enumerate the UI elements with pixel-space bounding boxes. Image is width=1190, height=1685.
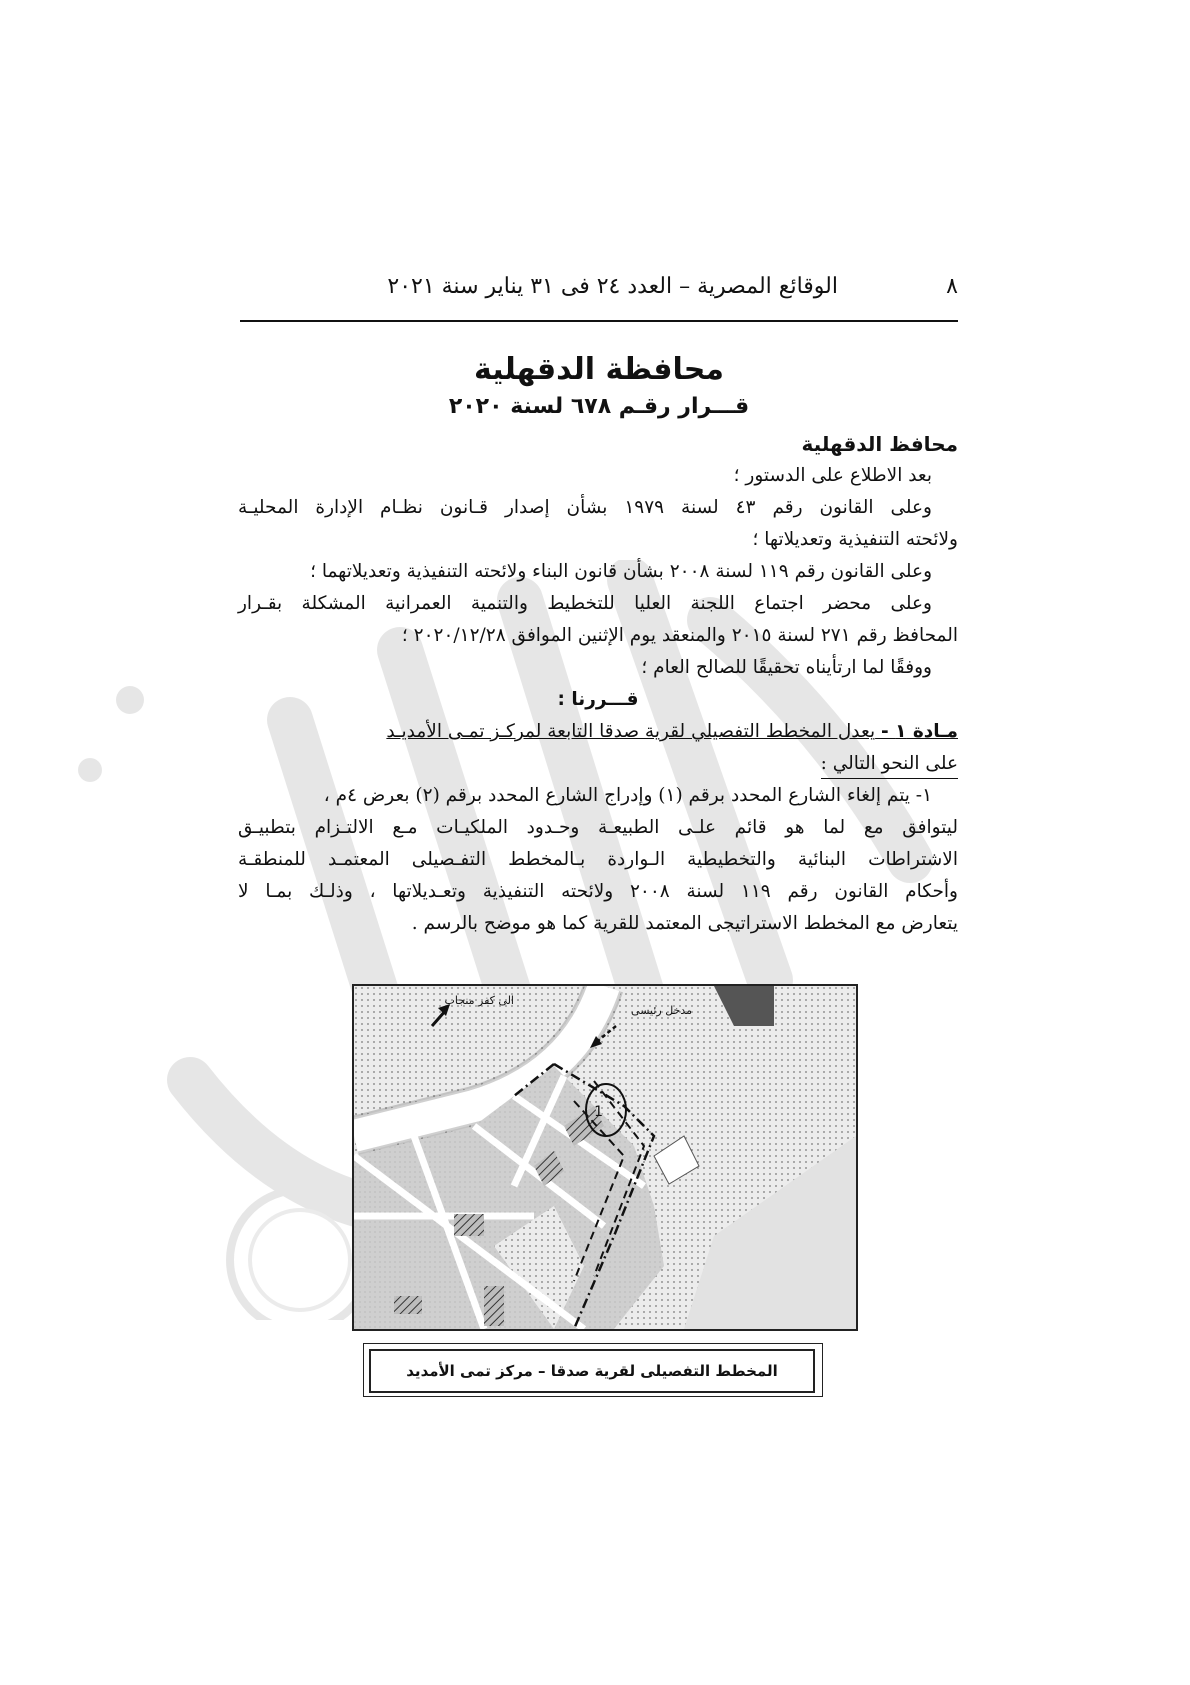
header-divider <box>240 320 958 322</box>
preamble-line: بعد الاطلاع على الدستور ؛ <box>733 465 932 486</box>
article-text-2: على النحو التالي : <box>821 750 958 779</box>
article-text: يعدل المخطط التفصيلي لقرية صدقا التابعة لمركـز تمـى الأمديـد <box>386 721 876 742</box>
clause-line: ١- يتم إلغاء الشارع المحدد برقم (١) وإدراج الشارع المحدد برقم (٢) بعرض ٤م ، <box>323 785 932 806</box>
label-kafr: الى كفر منجاب <box>444 994 514 1007</box>
article-1-line <box>238 716 958 748</box>
detailed-plan-map <box>352 984 858 1331</box>
map-caption: المخطط التفصيلى لقرية صدقا – مركز تمى الأمديد <box>369 1349 815 1393</box>
page-header <box>238 272 958 308</box>
preamble-line: وعلى القانون رقم ١١٩ لسنة ٢٠٠٨ بشأن قانون البناء ولائحته التنفيذية وتعديلاتهما ؛ <box>310 561 932 582</box>
page-number: ٨ <box>946 274 958 299</box>
decided-heading: قـــررنا : <box>557 689 639 710</box>
article-label: مـادة ١ - <box>880 721 958 742</box>
clause-line: الاشتراطات البنائية والتخطيطية الـواردة بـالمخطط التفـصيلى المعتمـد للمنطقـة <box>238 849 958 870</box>
decree-body <box>238 428 958 940</box>
clause-line: ليتوافق مع لما هو قائم علـى الطبيعـة وحـدود الملكيـات مـع الالتـزام بتطبيـق <box>238 817 958 838</box>
governorate-title: محافظة الدقهلية <box>474 352 724 387</box>
preamble-line: ووفقًا لما ارتأيناه تحقيقًا للصالح العام ؛ <box>641 657 932 678</box>
gazette-title: الوقائع المصرية – العدد ٢٤ فى ٣١ يناير سنة ٢٠٢١ <box>387 274 838 299</box>
preamble-line: ولائحته التنفيذية وتعديلاتها ؛ <box>752 529 958 550</box>
issuer-title: محافظ الدقهلية <box>801 432 958 456</box>
clause-line: وأحكام القانون رقم ١١٩ لسنة ٢٠٠٨ ولائحته التنفيذية وتعـديلاتها ، وذلـك بمـا لا <box>238 881 958 902</box>
label-entrance: مدخل رئيسى <box>631 1004 692 1017</box>
preamble-line: وعلى محضر اجتماع اللجنة العليا للتخطيط والتنمية العمرانية المشكلة بقـرار <box>238 593 932 614</box>
preamble-line: وعلى القانون رقم ٤٣ لسنة ١٩٧٩ بشأن إصدار قـانون نظـام الإدارة المحليـة <box>238 497 932 518</box>
street-1-label: 1 <box>594 1104 603 1120</box>
clause-line: يتعارض مع المخطط الاستراتيجى المعتمد للقرية كما هو موضح بالرسم . <box>411 913 958 934</box>
decree-title: قـــرار رقـم ٦٧٨ لسنة ٢٠٢٠ <box>448 394 750 419</box>
map-drawing <box>354 986 856 1329</box>
preamble-line: المحافظ رقم ٢٧١ لسنة ٢٠١٥ والمنعقد يوم الإثنين الموافق ٢٠٢٠/١٢/٢٨ ؛ <box>401 625 958 646</box>
article-1-line-2 <box>238 748 958 780</box>
